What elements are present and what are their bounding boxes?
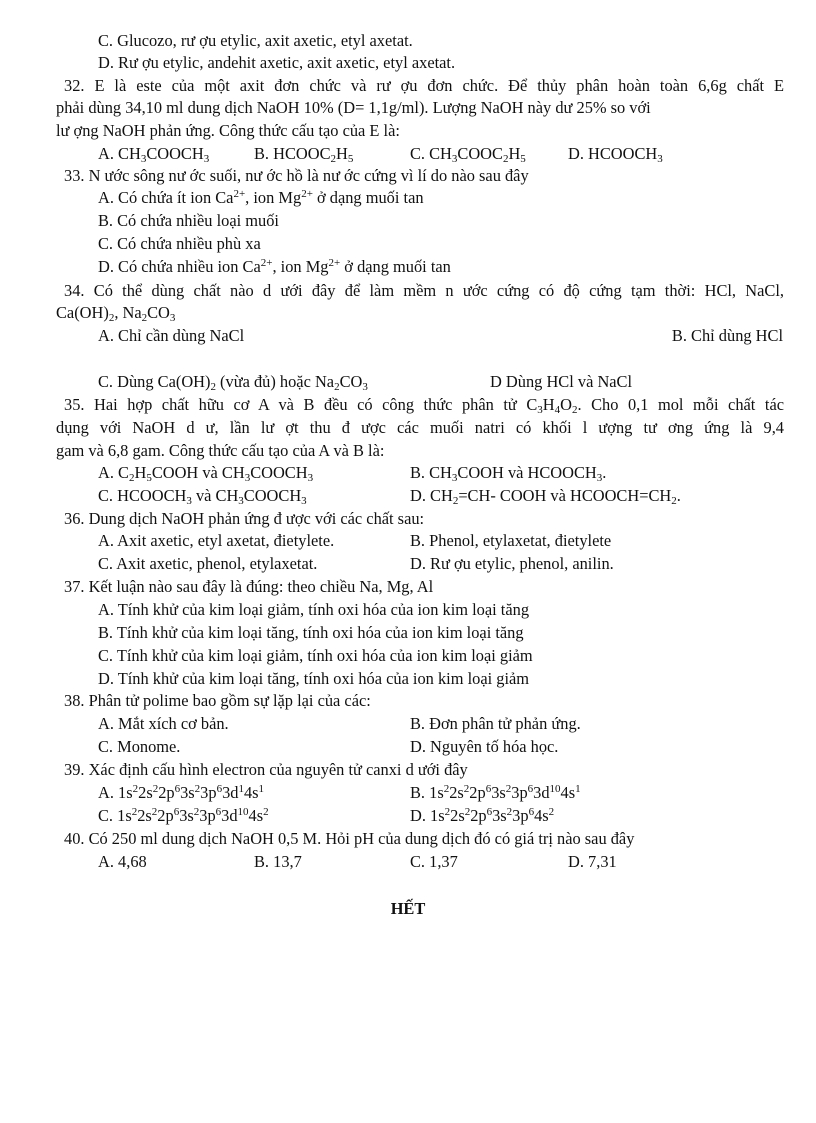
q38-stem: 38. Phân tử polime bao gồm sự lặp lại của các: <box>64 691 371 710</box>
orbital: 3s <box>491 783 506 802</box>
q33-option-d: D. Có chứa nhiều ion $Ca^{2+}$, ion $Mg^{2+}$ ở dạng muối tan <box>98 257 451 276</box>
electron-count: 10 <box>237 806 249 818</box>
orbital: 3s <box>179 806 194 825</box>
q35-stem-line1: 35. Hai hợp chất hữu cơ A và B đều có công thức phân tử $C_3H_4O_2$. Cho 0,1 mol mỗi chất tác <box>64 395 784 416</box>
q34-option-a: A. Chỉ cần dùng NaCl <box>98 326 245 345</box>
q40-stem: 40. Có 250 ml dung dịch NaOH 0,5 M. Hỏi pH của dung dịch đó có giá trị nào sau đây <box>64 829 635 848</box>
orbital: 2s <box>450 806 465 825</box>
orbital: 4s <box>248 806 264 825</box>
q39-stem: 39. Xác định cấu hình electron của nguyên tử canxi d ưới đây <box>64 760 468 779</box>
q32-option-a: A. $CH_3COOCH_3$ <box>98 144 210 165</box>
q39-option-c: C. $1s^22s^22p^63s^23p^63d^{10}4s^2$ <box>98 806 269 825</box>
q33-option-b: B. Có chứa nhiều loại muối <box>98 211 279 230</box>
q34-stem-line2: $Ca(OH)_2$, $Na_2CO_3$ <box>56 303 176 324</box>
orbital: 2p <box>158 783 175 802</box>
q37-option-c: C. Tính khử của kim loại giảm, tính oxi hóa của ion kim loại giảm <box>98 646 533 665</box>
q38-option-d: D. Nguyên tố hóa học. <box>410 737 559 756</box>
q32-stem-line2: phải dùng 34,10 ml dung dịch NaOH 10% (D= 1,1g/ml). Lượng NaOH này dư 25% so với <box>56 98 651 117</box>
electron-count: 2 <box>464 806 471 818</box>
electron-count: 2 <box>443 783 450 795</box>
orbital: 3d <box>222 783 239 802</box>
orbital: 1s <box>118 783 133 802</box>
q39-option-d-config <box>430 806 554 825</box>
orbital: 1s <box>117 806 132 825</box>
q36-stem: 36. Dung dịch NaOH phản ứng đ ược với các chất sau: <box>64 509 425 528</box>
electron-count: 2 <box>152 783 159 795</box>
orbital: 3p <box>512 806 529 825</box>
q35-stem-line2: dụng với NaOH d ư, lần lư ợt thu đ ược các muối natri có khối l ượng tư ơng ứng là 9,4 <box>56 418 784 437</box>
electron-count: 6 <box>528 806 535 818</box>
orbital: 4s <box>534 806 549 825</box>
electron-count: 2 <box>193 806 200 818</box>
electron-count: 2 <box>444 806 451 818</box>
q38-option-b: B. Đơn phân tử phản ứng. <box>410 714 581 733</box>
orbital: 1s <box>430 806 445 825</box>
electron-count: 1 <box>575 783 581 795</box>
orbital: 3s <box>180 783 195 802</box>
orbital: 4s <box>560 783 576 802</box>
electron-count: 2 <box>506 806 513 818</box>
q39-option-b: B. $1s^22s^22p^63s^23p^63d^{10}4s^1$ <box>410 783 581 802</box>
q39-option-a-config <box>118 783 264 802</box>
orbital: 2p <box>470 806 487 825</box>
q32-option-c: C. $CH_3COOC_2H_5$ <box>410 144 526 165</box>
q38-option-c: C. Monome. <box>98 737 181 756</box>
orbital: 3d <box>221 806 238 825</box>
q39-option-c-config <box>117 806 268 825</box>
q39-option-b-config <box>429 783 580 802</box>
electron-count: 2 <box>194 783 201 795</box>
q34-stem-line1: 34. Có thể dùng chất nào d ưới đây để làm mềm n ước cứng có độ cứng tạm thời: HCl, NaCl, <box>64 281 784 300</box>
q39-option-a: A. $1s^22s^22p^63s^23p^63d^14s^1$ <box>98 783 265 802</box>
electron-count: 10 <box>549 783 561 795</box>
q31-option-c: C. Glucozo, rư ợu etylic, axit axetic, etyl axetat. <box>98 31 413 50</box>
electron-count: 6 <box>173 806 180 818</box>
orbital: 2p <box>469 783 486 802</box>
q32-stem-line1: 32. E là este của một axit đơn chức và rư ợu đơn chức. Để thủy phân hoàn toàn 6,6g chất E <box>64 76 784 95</box>
q40-option-c: C. 1,37 <box>410 852 458 871</box>
electron-count: 2 <box>548 806 555 818</box>
q35-stem-line3: gam và 6,8 gam. Công thức cấu tạo của A và B là: <box>56 441 385 460</box>
q34-option-c: C. Dùng $Ca(OH)_2$ (vừa đủ) hoặc $Na_2CO_3$ <box>98 372 368 393</box>
q34-option-b: B. Chỉ dùng HCl <box>671 326 783 345</box>
electron-count: 2 <box>132 783 139 795</box>
q32-option-b: B. $HCOOC_2H_5$ <box>254 144 354 165</box>
q36-option-a: A. Axit axetic, etyl axetat, đietylete. <box>98 531 335 550</box>
electron-count: 2 <box>463 783 470 795</box>
q35-option-c: C. $HCOOCH_3$ và $CH_3COOCH_3$ <box>98 486 307 507</box>
q37-option-a: A. Tính khử của kim loại giảm, tính oxi hóa của ion kim loại tăng <box>98 600 530 619</box>
q35-option-b: B. $CH_3COOH$ và $HCOOCH_3$. <box>410 463 607 484</box>
q33-option-c: C. Có chứa nhiều phù xa <box>98 234 261 253</box>
q35-option-d: D. $CH_2=CH-$ COOH và $HCOOCH=CH_2$. <box>410 486 681 507</box>
electron-count: 2 <box>151 806 158 818</box>
q36-option-b: B. Phenol, etylaxetat, đietylete <box>410 531 612 550</box>
q32-option-d: D. $HCOOCH_3$ <box>568 144 663 165</box>
q36-option-d: D. Rư ợu etylic, phenol, anilin. <box>410 554 614 573</box>
electron-count: 2 <box>505 783 512 795</box>
q37-option-b: B. Tính khử của kim loại tăng, tính oxi hóa của ion kim loại tăng <box>98 623 524 642</box>
electron-count: 1 <box>238 783 244 795</box>
orbital: 3p <box>199 806 216 825</box>
q39-option-d: D. $1s^22s^22p^63s^23p^64s^2$ <box>410 806 555 825</box>
q34-option-d: D Dùng HCl và NaCl <box>490 372 633 391</box>
orbital: 2p <box>157 806 174 825</box>
orbital: 3p <box>511 783 528 802</box>
electron-count: 6 <box>216 783 223 795</box>
orbital: 3d <box>533 783 550 802</box>
q33-stem: 33. N ước sông nư ớc suối, nư ớc hồ là nư ớc cứng vì lí do nào sau đây <box>64 166 529 185</box>
q31-option-d: D. Rư ợu etylic, andehit axetic, axit axetic, etyl axetat. <box>98 53 456 72</box>
q37-option-d: D. Tính khử của kim loại tăng, tính oxi hóa của ion kim loại giảm <box>98 669 530 688</box>
q33-option-a: A. Có chứa ít ion $Ca^{2+}$, ion $Mg^{2+}$ ở dạng muối tan <box>98 188 424 207</box>
orbital: 3s <box>492 806 507 825</box>
orbital: 2s <box>449 783 464 802</box>
electron-count: 2 <box>131 806 138 818</box>
q40-option-a: A. 4,68 <box>98 852 147 871</box>
orbital: 4s <box>243 783 259 802</box>
electron-count: 6 <box>174 783 181 795</box>
electron-count: 6 <box>486 806 493 818</box>
electron-count: 6 <box>527 783 534 795</box>
q35-option-a: A. $C_2H_5COOH$ và $CH_3COOCH_3$ <box>98 463 314 484</box>
electron-count: 6 <box>215 806 222 818</box>
q32-stem-line3: lư ợng NaOH phản ứng. Công thức cấu tạo của E là: <box>56 121 400 140</box>
electron-count: 6 <box>485 783 492 795</box>
q40-option-d: D. 7,31 <box>568 852 617 871</box>
electron-count: 1 <box>258 783 265 795</box>
q40-option-b: B. 13,7 <box>254 852 302 871</box>
q36-option-c: C. Axit axetic, phenol, etylaxetat. <box>98 554 318 573</box>
q38-option-a: A. Mắt xích cơ bản. <box>98 714 229 733</box>
orbital: 2s <box>138 783 153 802</box>
electron-count: 2 <box>263 806 269 818</box>
orbital: 2s <box>137 806 152 825</box>
q37-stem: 37. Kết luận nào sau đây là đúng: theo chiều Na, Mg, Al <box>64 577 434 596</box>
orbital: 1s <box>429 783 444 802</box>
end-marker: HẾT <box>390 899 426 918</box>
orbital: 3p <box>200 783 217 802</box>
